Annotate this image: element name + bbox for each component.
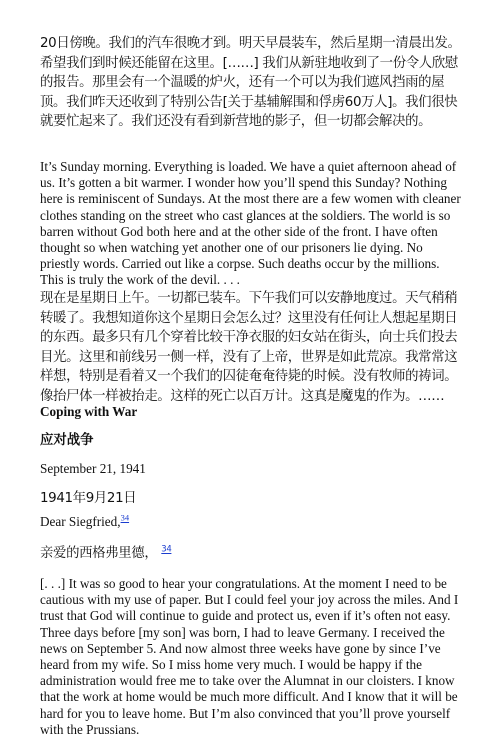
salutation-zh xyxy=(40,544,171,564)
paragraph-zh-1: 20日傍晚。我们的汽车很晚才到。明天早晨装车，然后星期一清晨出发。希望我们到时候还能留在这里。[……] 我们从新驻地收到了一份令人欣慰的报告。那里会有一个温暖的炉火，还有一个可以为我们遮风挡雨的屋顶。我们昨天还收到了特别公告[关于基辅解围和俘虏60万人]。我们很快就要忙起来了。我们还没有看到新营地的影子，但一切都会解决的。 xyxy=(40,36,461,130)
footnote-link-34-en[interactable]: 34 xyxy=(120,512,130,523)
section-heading-en: Coping with War xyxy=(40,404,138,419)
letter-date-zh: 1941年9月21日 xyxy=(40,491,137,506)
letter-date-en: September 21, 1941 xyxy=(40,461,146,476)
salutation-en-text: Dear Siegfried, xyxy=(40,514,121,529)
salutation-zh-text: 亲爱的西格弗里德， xyxy=(40,546,158,561)
paragraph-en-2: [. . .] It was so good to hear your congratulations. At the moment I need to be cautious with my use of paper. But I could feel your joy across the miles. And I trust that God will continue to guide and protect us, even if it’s often not easy. Three days before [my son] was born, I had to leave Germany. I received the news on September 5. And now almost three weeks have gone by since I’ve heard from my wife. So I miss home very much. I would be happy if the administration would free me to take over the Alumnat in our cloisters. I know that the work at home would be much more difficult. And I know that it will be hard for you to leave home. But I’m also convinced that you’ll prove yourself with the Prussians. xyxy=(40,576,459,737)
paragraph-zh-2: 现在是星期日上午。一切都已装车。下午我们可以安静地度过。天气稍稍转暖了。我想知道你这个星期日会怎么过？这里没有任何让人想起星期日的东西。最多只有几个穿着比较干净衣服的妇女站在街头，向士兵们投去目光。这里和前线另一侧一样，没有了上帝，世界是如此荒凉。我常常这样想，特别是看着又一个我们的囚徒奄奄待毙的时候。没有牧师的祷词。像抬尸体一样被抬走。这样的死亡以百万计。这真是魔鬼的作为。…… xyxy=(40,291,458,404)
salutation-en xyxy=(40,514,129,530)
footnote-link-34-zh[interactable]: 34 xyxy=(161,544,172,555)
section-heading-zh: 应对战争 xyxy=(40,433,94,448)
paragraph-en-1: It’s Sunday morning. Everything is loaded. We have a quiet afternoon ahead of us. It’s gotten a bit warmer. I wonder how you’ll spend this Sunday? Nothing here is reminiscent of Sundays. At the most there are a few women with cleaner clothes standing on the street who cast glances at the soldiers. The world is so barren without God both here and at the other side of the front. I have often thought so when watching yet another one of our prisoners lie dying. No priestly words. Carried out like a corpse. Such deaths occur by the millions. This is truly the work of the devil. . . . xyxy=(40,159,461,288)
